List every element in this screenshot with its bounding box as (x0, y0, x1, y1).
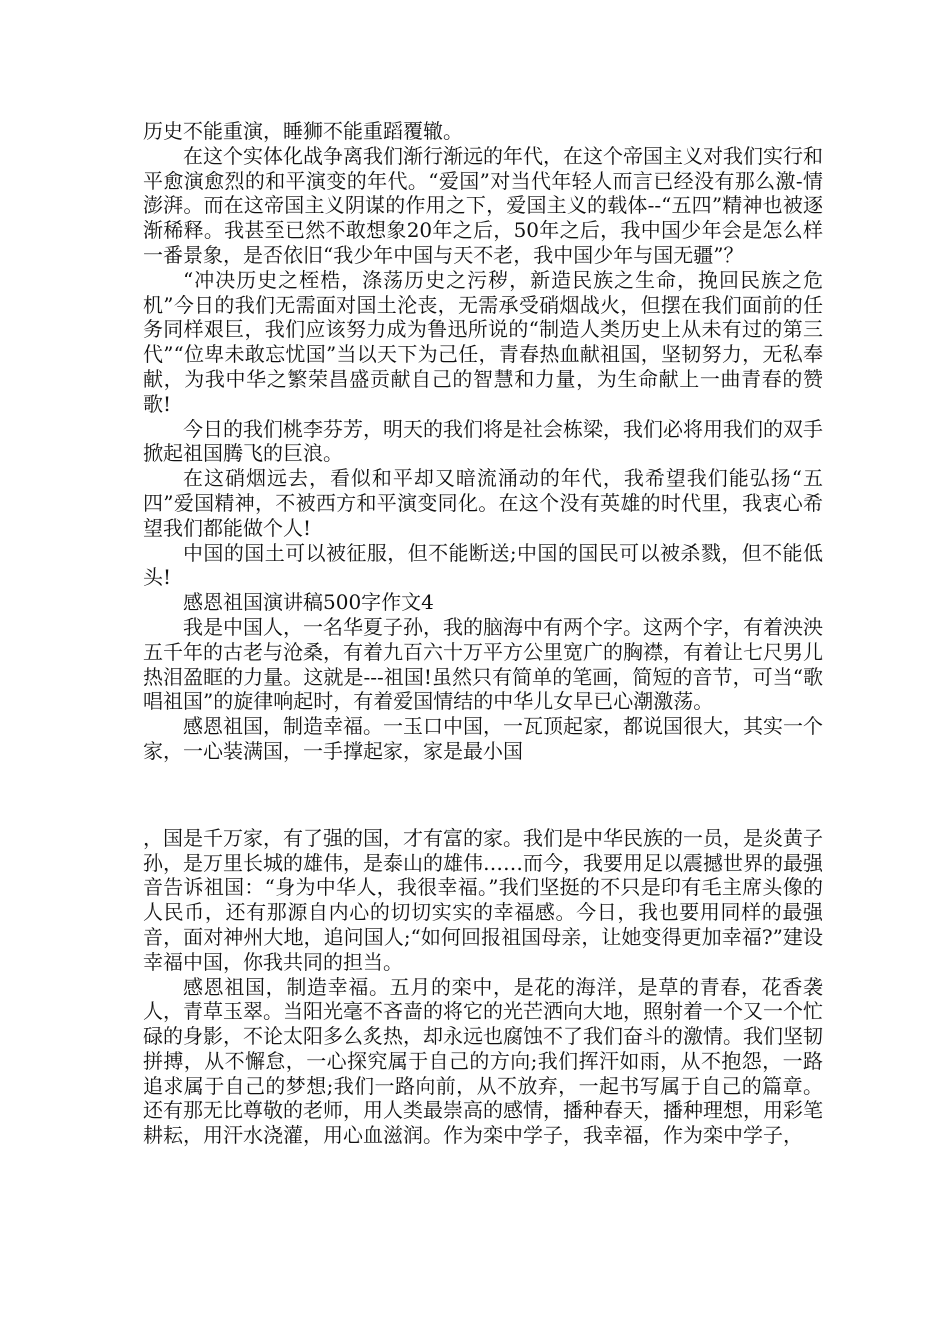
paragraph: 历史不能重演，睡狮不能重蹈覆辙。 (143, 119, 463, 143)
paragraph: 在这硝烟远去，看似和平却又暗流涌动的年代，我希望我们能弘扬“五四”爱国精神，不被西方和平演变同化。在这个没有英雄的时代里，我衷心希望我们都能做个人! (143, 466, 823, 540)
paragraph: 我是中国人，一名华夏子孙，我的脑海中有两个字。这两个字，有着泱泱五千年的古老与沧桑，有着九百六十万平方公里宽广的胸襟，有着让七尺男儿热泪盈眶的力量。这就是---祖国!虽然只有简单的笔画，简短的音节，可当“歌唱祖国”的旋律响起时，有着爱国情结的中华儿女早已心潮激荡。 (143, 614, 823, 714)
section-heading: 感恩祖国演讲稿500字作文4 (183, 590, 434, 615)
paragraph: 感恩祖国，制造幸福。五月的栾中，是花的海洋，是草的青春，花香袭人，青草玉翠。当阳光毫不吝啬的将它的光芒洒向大地，照射着一个又一个忙碌的身影，不论太阳多么炙热，却永远也腐蚀不了我们奋斗的激情。我们坚韧拼搏，从不懈怠，一心探究属于自己的方向;我们挥汗如雨，从不抱怨，一路追求属于自己的梦想;我们一路向前，从不放弃，一起书写属于自己的篇章。还有那无比尊敬的老师，用人类最崇高的感情，播种春天，播种理想，用彩笔耕耘，用汗水浇灌，用心血滋润。作为栾中学子，我幸福，作为栾中学子， (143, 974, 823, 1148)
paragraph: 在这个实体化战争离我们渐行渐远的年代，在这个帝国主义对我们实行和平愈演愈烈的和平演变的年代。“爱国”对当代年轻人而言已经没有那么激-情澎湃。而在这帝国主义阴谋的作用之下，爱国主义的载体--“五四”精神也被逐渐稀释。我甚至已然不敢想象20年之后，50年之后，我中国少年会是怎么样一番景象，是否依旧“我少年中国与天不老，我中国少年与国无疆”？ (143, 143, 823, 267)
page-break-gap (143, 764, 823, 826)
document-body (143, 119, 823, 1148)
paragraph: ，国是千万家，有了强的国，才有富的家。我们是中华民族的一员，是炎黄子孙，是万里长城的雄伟，是泰山的雄伟……而今，我要用足以震撼世界的最强音告诉祖国：“身为中华人，我很幸福。”我们坚挺的不只是印有毛主席头像的人民币，还有那源自内心的切切实实的幸福感。今日，我也要用同样的最强音，面对神州大地，追问国人;“如何回报祖国母亲，让她变得更加幸福?”建设幸福中国，你我共同的担当。 (143, 825, 823, 974)
paragraph: 中国的国土可以被征服，但不能断送;中国的国民可以被杀戮，但不能低头! (143, 540, 823, 590)
paragraph: “冲决历史之桎梏，涤荡历史之污秽，新造民族之生命，挽回民族之危机”今日的我们无需面对国土沦丧，无需承受硝烟战火，但摆在我们面前的任务同样艰巨，我们应该努力成为鲁迅所说的“制造人类历史上从未有过的第三代”“位卑未敢忘忧国”当以天下为己任，青春热血献祖国，坚韧努力，无私奉献，为我中华之繁荣昌盛贡献自己的智慧和力量，为生命献上一曲青春的赞歌! (143, 267, 823, 416)
paragraph: 感恩祖国，制造幸福。一玉口中国，一瓦顶起家，都说国很大，其实一个家，一心装满国，一手撑起家，家是最小国 (143, 714, 823, 763)
paragraph: 今日的我们桃李芬芳，明天的我们将是社会栋梁，我们必将用我们的双手掀起祖国腾飞的巨浪。 (143, 416, 823, 466)
